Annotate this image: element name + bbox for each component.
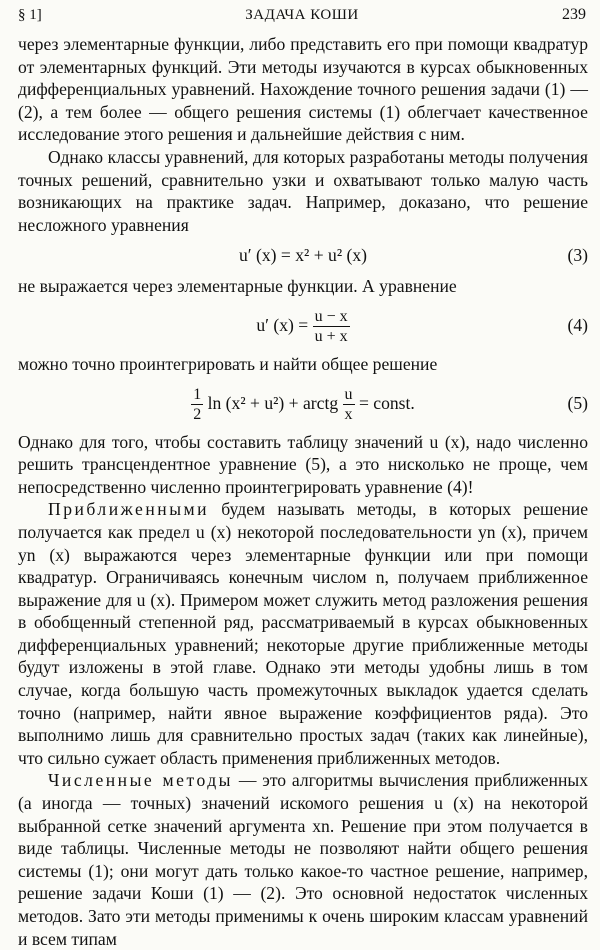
section-marker: § 1] (18, 7, 42, 23)
equation-5-numerator: u (344, 385, 353, 403)
equation-4-expression (256, 302, 349, 348)
equation-5-half-numerator: 1 (193, 385, 202, 403)
equation-5-half (191, 385, 203, 424)
equation-4 (18, 302, 588, 348)
equation-3-number: (3) (567, 245, 588, 266)
equation-4-number: (4) (567, 314, 588, 335)
equation-5 (18, 380, 588, 426)
equation-4-fraction (313, 307, 350, 346)
paragraph-2: Однако классы уравнений, для которых разработаны методы получения точных решений, сравнительно узки и охватывают только малую часть возникающих на практике задач. Например, доказано, что решение несложного уравнения (18, 146, 588, 235)
equation-5-half-denominator: 2 (193, 405, 202, 423)
equation-5-expression (191, 380, 415, 426)
paragraph-5: Однако для того, чтобы составить таблицу значений u (x), надо численно решить трансцендентное уравнение (5), а это нисколько не проще, чем непосредственно численно проинтегрировать уравнение (4)! (18, 431, 588, 497)
paragraph-6 (18, 498, 588, 769)
paragraph-1: через элементарные функции, либо представить его при помощи квадратур от элементарных функций. Эти методы изучаются в курсах обыкновенных дифференциальных уравнений. Нахождение точного решения задачи (1) — (2), а тем более — общего решения системы (1) облегчает качественное исследование этого решения и дальнейшие действия с ним. (18, 34, 588, 145)
equation-3 (18, 240, 588, 270)
paragraph-6-text: будем называть методы, в которых решение получается как предел u (x) некоторой последовательности yn (x), причем yn (x) выражаются через элементарные функции или при помощи квадратур. Ограничиваясь конечным числом n, получаем приближенное выражение для u (x). Примером может служить метод разложения решения в обобщенный степенной ряд, рассматриваемый в курсах обыкновенных дифференциальных уравнений; некоторые другие приближенные методы будут изложены в этой главе. Однако эти методы удобны лишь в том случае, когда большую часть промежуточных выкладок удается сделать точно (например, найти явное выражение коэффициентов ряда). Это выполнимо лишь для сравнительно простых задач (таких как линейные), что сильно сужает область применения приближенных методов. (18, 499, 588, 768)
paragraph-7-text: — это алгоритмы вычисления приближенных (а иногда — точных) значений искомого решения u (x) на некоторой выбранной сетке значений аргумента xn. Решение при этом получается в виде таблицы. Численные методы не позволяют найти общего решения системы (1); они могут дать только какое-то частное решение, например, решение задачи Коши (1) — (2). Это основной недостаток численных методов. Зато эти методы применимы к очень широким классам уравнений и всем типам (18, 770, 588, 949)
equation-5-denominator: x (344, 405, 353, 423)
paragraph-7 (18, 769, 588, 950)
paragraph-3: не выражается через элементарные функции. А уравнение (18, 276, 457, 297)
equation-4-lhs: u′ (x) = (256, 314, 309, 335)
running-title: ЗАДАЧА КОШИ (245, 7, 359, 23)
equation-5-fraction (343, 385, 355, 424)
term-numerical-methods: Численные методы (48, 770, 234, 791)
equation-5-middle: ln (x² + u²) + arctg (207, 392, 339, 413)
page-number: 239 (562, 6, 586, 23)
equation-4-numerator: u − x (314, 308, 348, 326)
equation-5-rhs: = const. (358, 392, 415, 413)
page-body (18, 33, 588, 950)
equation-5-number: (5) (567, 392, 588, 413)
page-header (18, 4, 586, 26)
paragraph-4: можно точно проинтегрировать и найти общее решение (18, 353, 438, 374)
term-approximate-methods: Приближенными (48, 499, 210, 520)
equation-3-expression: u′ (x) = x² + u² (x) (238, 245, 368, 266)
equation-4-denominator: u + x (314, 328, 348, 346)
